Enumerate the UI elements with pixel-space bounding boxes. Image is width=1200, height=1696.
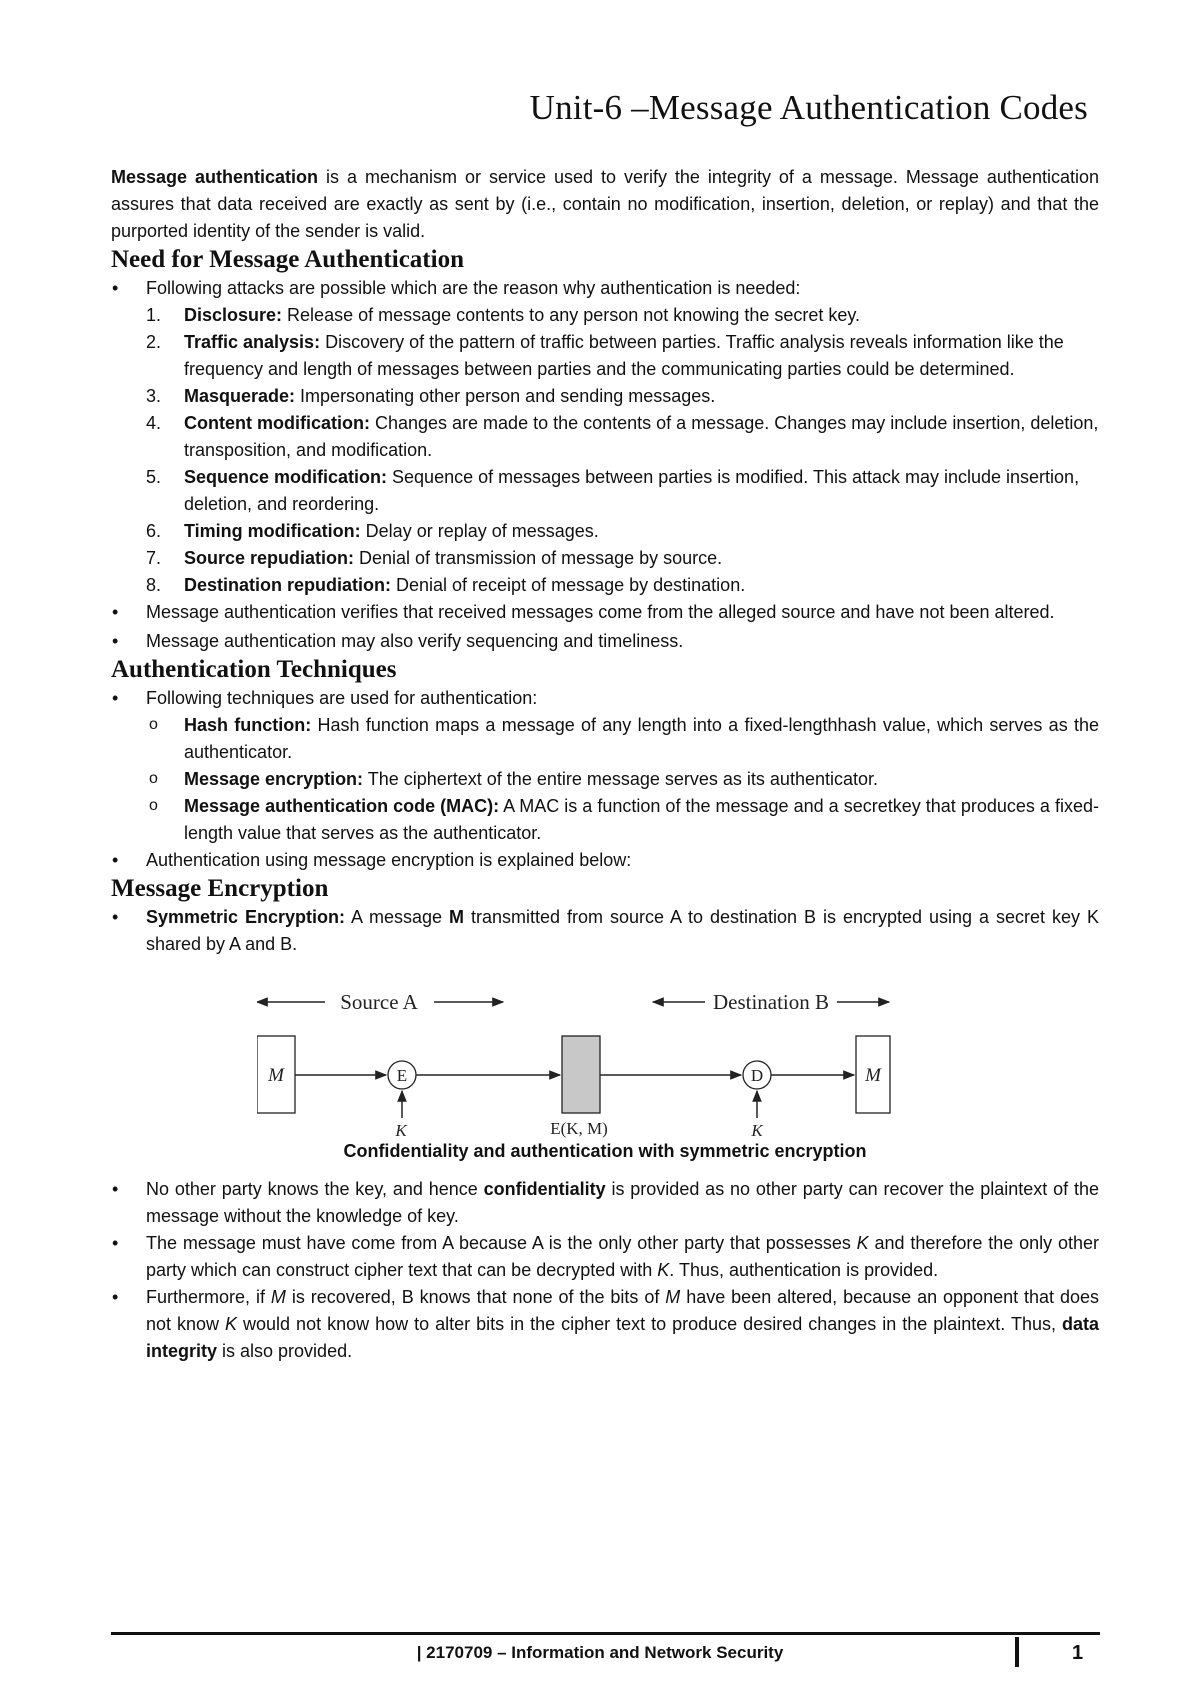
ciphertext-box <box>562 1036 600 1113</box>
list-item <box>111 275 1099 599</box>
attack-item: 2. Traffic analysis: Discovery of the pattern of traffic between parties. Traffic analysis reveals information like the frequency and length of messages between parties and the communicating parties could be determined. <box>146 332 1064 379</box>
footer-rule <box>111 1632 1100 1635</box>
list-item: • Message authentication verifies that received messages come from the alleged source and have not been altered. <box>111 599 1099 626</box>
document-body <box>111 164 1099 1365</box>
dest-label: Destination B <box>712 990 830 1014</box>
need-lead: Following attacks are possible which are the reason why authentication is needed: <box>146 278 801 298</box>
technique-sublist <box>146 712 1099 847</box>
techniques-list <box>111 685 1099 874</box>
encryption-heading: Message Encryption <box>111 875 329 902</box>
techniques-heading: Authentication Techniques <box>111 656 397 683</box>
source-label: Source A <box>340 990 418 1014</box>
technique-item: o Message encryption: The ciphertext of the entire message serves as its authenticator. <box>146 766 1099 793</box>
intro-term: Message authentication <box>111 167 319 187</box>
attack-item: 6. Timing modification: Delay or replay of messages. <box>146 521 599 541</box>
key-left-label: K <box>395 1121 407 1138</box>
page-title: Unit-6 –Message Authentication Codes <box>529 88 1088 127</box>
attack-item: 8. Destination repudiation: Denial of receipt of message by destination. <box>146 575 746 595</box>
ciphertext-label: E(K, M) <box>550 1119 608 1138</box>
need-heading: Need for Message Authentication <box>111 246 464 273</box>
decrypt-label: D <box>750 1066 764 1085</box>
footer-course: | 2170709 – Information and Network Security <box>416 1643 784 1662</box>
attack-item: 3. Masquerade: Impersonating other person and sending messages. <box>146 386 716 406</box>
message-dest-label: M <box>865 1065 881 1086</box>
footer-divider <box>1015 1637 1019 1667</box>
technique-item: o Message authentication code (MAC): A MAC is a function of the message and a secretkey that produces a fixed-length value that serves as the authenticator. <box>146 793 1099 847</box>
attack-item: 1. Disclosure: Release of message contents to any person not knowing the secret key. <box>146 305 861 325</box>
attack-list <box>146 302 1099 599</box>
technique-item: o Hash function: Hash function maps a message of any length into a fixed-lengthhash value, which serves as the authenticator. <box>146 712 1099 766</box>
need-list <box>111 275 1099 655</box>
attack-item: 4. Content modification: Changes are made to the contents of a message. Changes may include insertion, deletion, transposition, and modification. <box>146 413 1099 460</box>
list-item: • Symmetric Encryption: A message M transmitted from source A to destination B is encrypted using a secret key K shared by A and B. <box>111 904 1099 958</box>
list-item: • Authentication using message encryption is explained below: <box>111 847 1099 874</box>
diagram-svg <box>257 978 957 1138</box>
figure-caption: Confidentiality and authentication with symmetric encryption <box>343 1141 867 1161</box>
list-item: • Furthermore, if M is recovered, B knows that none of the bits of M have been altered, because an opponent that does not know K would not know how to alter bits in the cipher text to produce desired changes in the plaintext. Thus, data integrity is also provided. <box>111 1284 1099 1365</box>
list-item <box>111 685 1099 847</box>
page-number: 1 <box>1072 1642 1084 1664</box>
list-item: • The message must have come from A because A is the only other party that possesses K and therefore the only other party which can construct cipher text that can be decrypted with K. Thus, authentication is provided. <box>111 1230 1099 1284</box>
techniques-lead: Following techniques are used for authentication: <box>146 688 538 708</box>
intro-text: is a mechanism or service used to verify the integrity of a message. Message authentication assures that data received are exactly as sent by (i.e., contain no modification, insertion, deletion, or replay) and that the purported identity of the sender is valid. <box>111 167 1100 241</box>
list-item: • Message authentication may also verify sequencing and timeliness. <box>111 628 1099 655</box>
symmetric-encryption-diagram <box>111 978 1099 1176</box>
attack-item: 5. Sequence modification: Sequence of messages between parties is modified. This attack may include insertion, deletion, and reordering. <box>146 467 1080 514</box>
key-right-label: K <box>751 1121 763 1138</box>
encrypt-label: E <box>396 1066 408 1085</box>
message-source-label: M <box>268 1065 284 1086</box>
intro-paragraph <box>111 164 1099 245</box>
attack-item: 7. Source repudiation: Denial of transmission of message by source. <box>146 548 723 568</box>
encryption-list <box>111 904 1099 958</box>
list-item: • No other party knows the key, and hence confidentiality is provided as no other party can recover the plaintext of the message without the knowledge of key. <box>111 1176 1099 1230</box>
properties-list <box>111 1176 1099 1365</box>
